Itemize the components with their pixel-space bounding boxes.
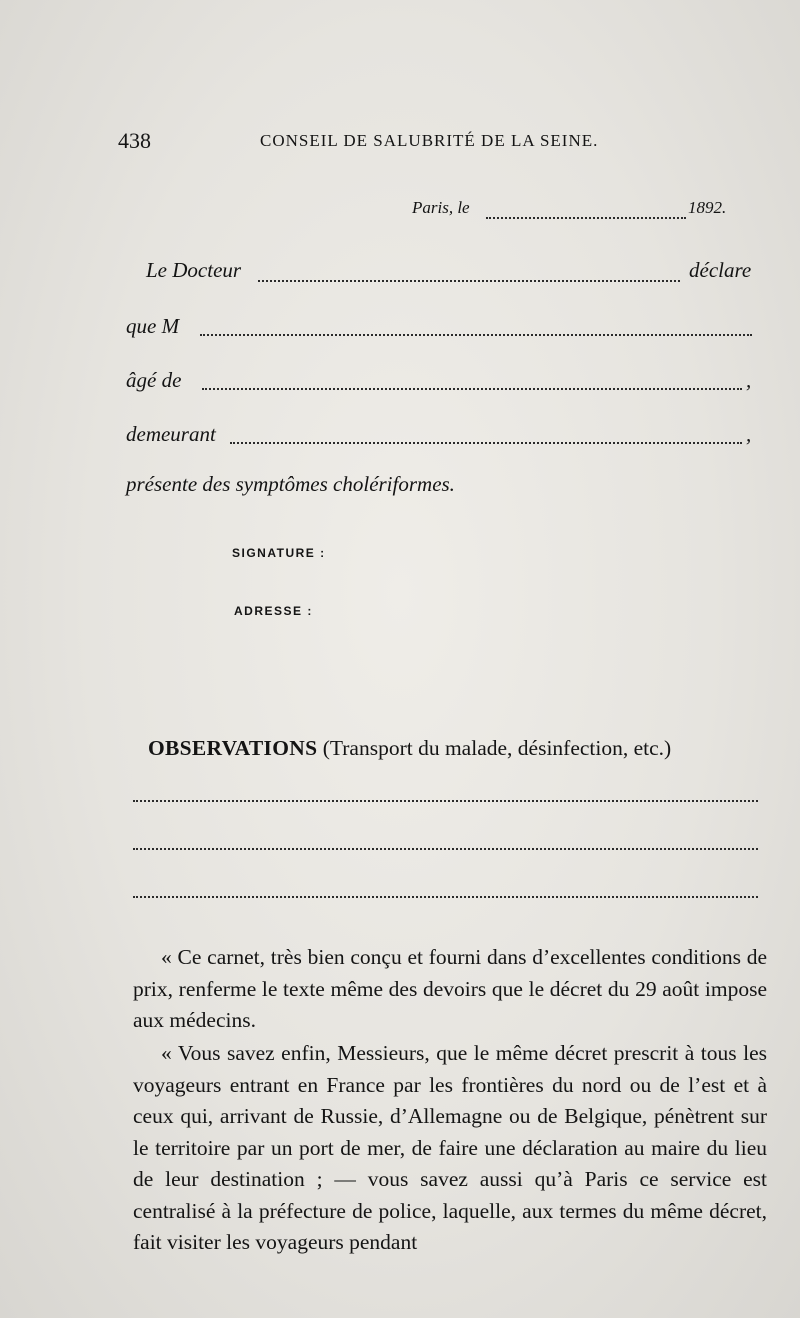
running-head: CONSEIL DE SALUBRITÉ DE LA SEINE. bbox=[260, 131, 599, 150]
doctor-line bbox=[146, 258, 758, 290]
page-header bbox=[118, 128, 758, 158]
date-blank bbox=[486, 217, 686, 219]
age-label: âgé de bbox=[126, 368, 182, 392]
paragraph-1: « Ce carnet, très bien conçu et fourni dans d’excellentes conditions de prix, renferme le texte même des devoirs que le décret du 29 août impose aux médecins. bbox=[133, 945, 767, 1032]
age-line bbox=[126, 368, 758, 400]
place-date-line bbox=[412, 198, 752, 226]
declares-label: déclare bbox=[689, 258, 752, 282]
observations-subheading: (Transport du malade, désinfection, etc.) bbox=[322, 736, 672, 760]
observation-blank-3 bbox=[133, 896, 758, 898]
person-label: que M bbox=[126, 314, 180, 338]
residence-end: , bbox=[746, 422, 752, 446]
person-blank bbox=[200, 334, 752, 336]
address-label: ADRESSE : bbox=[234, 604, 313, 618]
age-end: , bbox=[746, 368, 752, 392]
observation-blank-2 bbox=[133, 848, 758, 850]
year: 1892. bbox=[688, 198, 727, 217]
residence-label: demeurant bbox=[126, 422, 216, 446]
residence-blank bbox=[230, 442, 742, 444]
observation-blank-1 bbox=[133, 800, 758, 802]
observations-heading: OBSERVATIONS bbox=[148, 736, 318, 760]
age-blank bbox=[202, 388, 742, 390]
symptoms-text: présente des symptômes cholériformes. bbox=[126, 472, 455, 496]
doctor-blank bbox=[258, 280, 680, 282]
paragraph-2: « Vous savez enfin, Messieurs, que le même décret prescrit à tous les voyageurs entrant en France par les frontières du nord ou de l’est et à ceux qui, arrivant de Russie, d’Allemagne ou de Belgique, pénètrent sur le territoire par un port de mer, de faire une déclaration au maire du lieu de leur destination ; — vous savez aussi qu’à Paris ce service est centralisé à la préfecture de police, laquelle, aux termes du même décret, fait visiter les voyageurs pendant bbox=[133, 1041, 767, 1254]
person-line bbox=[126, 314, 758, 346]
place-label: Paris, le bbox=[412, 198, 470, 217]
signature-label: SIGNATURE : bbox=[232, 546, 326, 560]
observations-heading-line bbox=[148, 736, 671, 761]
doctor-label: Le Docteur bbox=[146, 258, 242, 282]
page-number: 438 bbox=[118, 128, 151, 153]
residence-line bbox=[126, 422, 758, 454]
